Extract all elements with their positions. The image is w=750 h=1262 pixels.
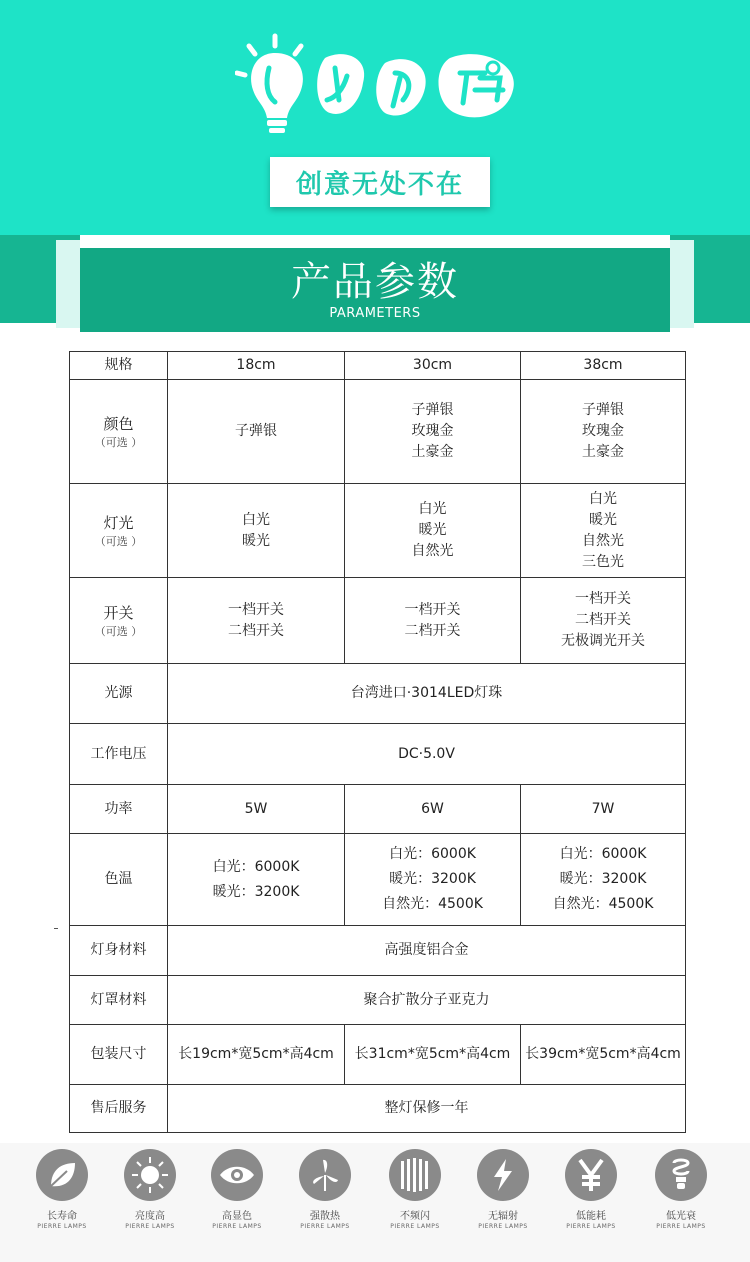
power-value-1: 5W: [168, 785, 345, 834]
temp-value: 自然光：4500K: [382, 896, 483, 912]
feature-title: 低光衰: [666, 1211, 696, 1222]
body-material-value: 高强度铝合金: [168, 926, 686, 976]
color-note: （可选 ）: [94, 436, 143, 449]
feature-no-radiation: [463, 1143, 543, 1230]
feature-heat-dissipation: [285, 1143, 365, 1230]
table-row-temp: [70, 834, 686, 926]
temp-value: 暖光：3200K: [212, 883, 300, 900]
light-value: 暖光: [589, 511, 617, 528]
color-cell-3: [521, 380, 686, 484]
temp-value: 白光：6000K: [389, 846, 476, 862]
stripes-icon: [389, 1149, 441, 1201]
switch-label-cell: [70, 578, 168, 664]
switch-note: （可选 ）: [94, 625, 143, 638]
feature-sub: PIERRE LAMPS: [478, 1223, 528, 1230]
eye-icon: [211, 1149, 263, 1201]
feature-sub: PIERRE LAMPS: [656, 1223, 706, 1230]
package-value-2: 长31cm*宽5cm*高4cm: [345, 1025, 521, 1085]
section-title: 产品参数: [291, 258, 459, 305]
color-value: 子弹银: [411, 402, 454, 418]
feature-sub: PIERRE LAMPS: [300, 1223, 350, 1230]
table-row-package: [70, 1025, 686, 1085]
package-value-1: 长19cm*宽5cm*高4cm: [168, 1025, 345, 1085]
light-value: 暖光: [418, 522, 447, 538]
feature-sub: PIERRE LAMPS: [125, 1223, 175, 1230]
color-value: 土豪金: [411, 444, 454, 460]
switch-value: 二档开关: [404, 622, 461, 639]
feature-high-brightness: [110, 1143, 190, 1230]
feature-title: 高显色: [222, 1211, 252, 1222]
light-value: 自然光: [582, 532, 624, 549]
package-label: 包装尺寸: [70, 1025, 168, 1085]
bulb-icon: [655, 1149, 707, 1201]
ribbon-fold-right: [670, 240, 694, 328]
temp-value: 暖光：3200K: [389, 871, 476, 887]
color-label: 颜色: [103, 415, 134, 433]
feature-low-light-decay: [641, 1143, 721, 1230]
lightning-icon: [477, 1149, 529, 1201]
feature-title: 无辐射: [488, 1211, 518, 1222]
shade-material-value: 聚合扩散分子亚克力: [168, 976, 686, 1025]
feature-sub: PIERRE LAMPS: [212, 1223, 262, 1230]
color-value: 土豪金: [582, 444, 624, 460]
table-row-light: [70, 484, 686, 578]
temp-cell-2: [345, 834, 521, 926]
light-note: （可选 ）: [94, 535, 143, 548]
table-row-switch: [70, 578, 686, 664]
color-cell-2: [345, 380, 521, 484]
power-value-3: 7W: [521, 785, 686, 834]
brand-logo: [235, 28, 525, 148]
section-subtitle: PARAMETERS: [329, 305, 421, 321]
switch-value: 一档开关: [575, 591, 631, 607]
slogan-text: 创意无处不在: [295, 169, 464, 200]
temp-value: 自然光：4500K: [552, 896, 654, 912]
table-row-body-material: [70, 926, 686, 976]
light-value: 暖光: [242, 532, 270, 549]
table-row-power: [70, 785, 686, 834]
switch-value: 一档开关: [404, 601, 461, 618]
fan-icon: [299, 1149, 351, 1201]
table-row-shade-material: [70, 976, 686, 1025]
temp-label: 色温: [70, 834, 168, 926]
table-row-service: [70, 1085, 686, 1133]
light-label: 灯光: [103, 514, 134, 532]
feature-title: 不频闪: [400, 1211, 430, 1222]
light-cell-1: [168, 484, 345, 578]
color-value: 子弹银: [235, 423, 277, 439]
shade-material-label: 灯罩材料: [70, 976, 168, 1025]
feature-high-color: [197, 1143, 277, 1230]
power-label: 功率: [70, 785, 168, 834]
temp-cell-1: [168, 834, 345, 926]
table-row-voltage: [70, 724, 686, 785]
switch-cell-2: [345, 578, 521, 664]
slogan-box: [270, 157, 490, 207]
ribbon-fold-left: [56, 240, 80, 328]
switch-value: 一档开关: [228, 601, 284, 618]
service-value: 整灯保修一年: [168, 1085, 686, 1133]
feature-title: 亮度高: [135, 1211, 165, 1222]
color-cell-1: [168, 380, 345, 484]
voltage-label: 工作电压: [70, 724, 168, 785]
light-value: 三色光: [582, 553, 624, 570]
leaf-icon: [36, 1149, 88, 1201]
light-cell-3: [521, 484, 686, 578]
light-cell-2: [345, 484, 521, 578]
light-value: 白光: [418, 501, 447, 517]
switch-label: 开关: [103, 604, 134, 622]
package-value-3: 长39cm*宽5cm*高4cm: [521, 1025, 686, 1085]
light-value: 白光: [242, 511, 270, 528]
section-ribbon: [80, 248, 670, 332]
stray-mark: [54, 928, 58, 929]
feature-sub: PIERRE LAMPS: [390, 1223, 440, 1230]
body-material-label: 灯身材料: [70, 926, 168, 976]
temp-cell-3: [521, 834, 686, 926]
table-row-spec: [70, 352, 686, 380]
features-row: [0, 1143, 750, 1262]
feature-title: 低能耗: [576, 1211, 606, 1222]
light-label-cell: [70, 484, 168, 578]
switch-value: 无极调光开关: [561, 633, 645, 649]
source-value: 台湾进口·3014LED灯珠: [168, 664, 686, 724]
switch-cell-1: [168, 578, 345, 664]
service-label: 售后服务: [70, 1085, 168, 1133]
feature-low-energy: [551, 1143, 631, 1230]
table-row-source: [70, 664, 686, 724]
source-label: 光源: [70, 664, 168, 724]
voltage-value: DC·5.0V: [168, 724, 686, 785]
yen-icon: [565, 1149, 617, 1201]
switch-cell-3: [521, 578, 686, 664]
spec-col-3: 38cm: [521, 352, 686, 380]
spec-label: 规格: [70, 352, 168, 380]
color-value: 子弹银: [582, 402, 624, 418]
temp-value: 白光：6000K: [212, 858, 300, 875]
sun-icon: [124, 1149, 176, 1201]
switch-value: 二档开关: [575, 612, 631, 628]
feature-title: 长寿命: [47, 1211, 77, 1222]
temp-value: 白光：6000K: [559, 846, 647, 862]
color-value: 玫瑰金: [411, 423, 454, 439]
power-value-2: 6W: [345, 785, 521, 834]
switch-value: 二档开关: [228, 622, 284, 639]
light-value: 白光: [589, 490, 617, 507]
feature-sub: PIERRE LAMPS: [566, 1223, 616, 1230]
feature-long-life: [22, 1143, 102, 1230]
color-value: 玫瑰金: [582, 423, 624, 439]
light-value: 自然光: [411, 543, 454, 559]
parameters-table: [69, 351, 686, 1133]
spec-col-1: 18cm: [168, 352, 345, 380]
color-label-cell: [70, 380, 168, 484]
spec-col-2: 30cm: [345, 352, 521, 380]
feature-no-flicker: [375, 1143, 455, 1230]
feature-sub: PIERRE LAMPS: [37, 1223, 87, 1230]
feature-title: 强散热: [310, 1211, 340, 1222]
temp-value: 暖光：3200K: [559, 871, 647, 887]
table-row-color: [70, 380, 686, 484]
